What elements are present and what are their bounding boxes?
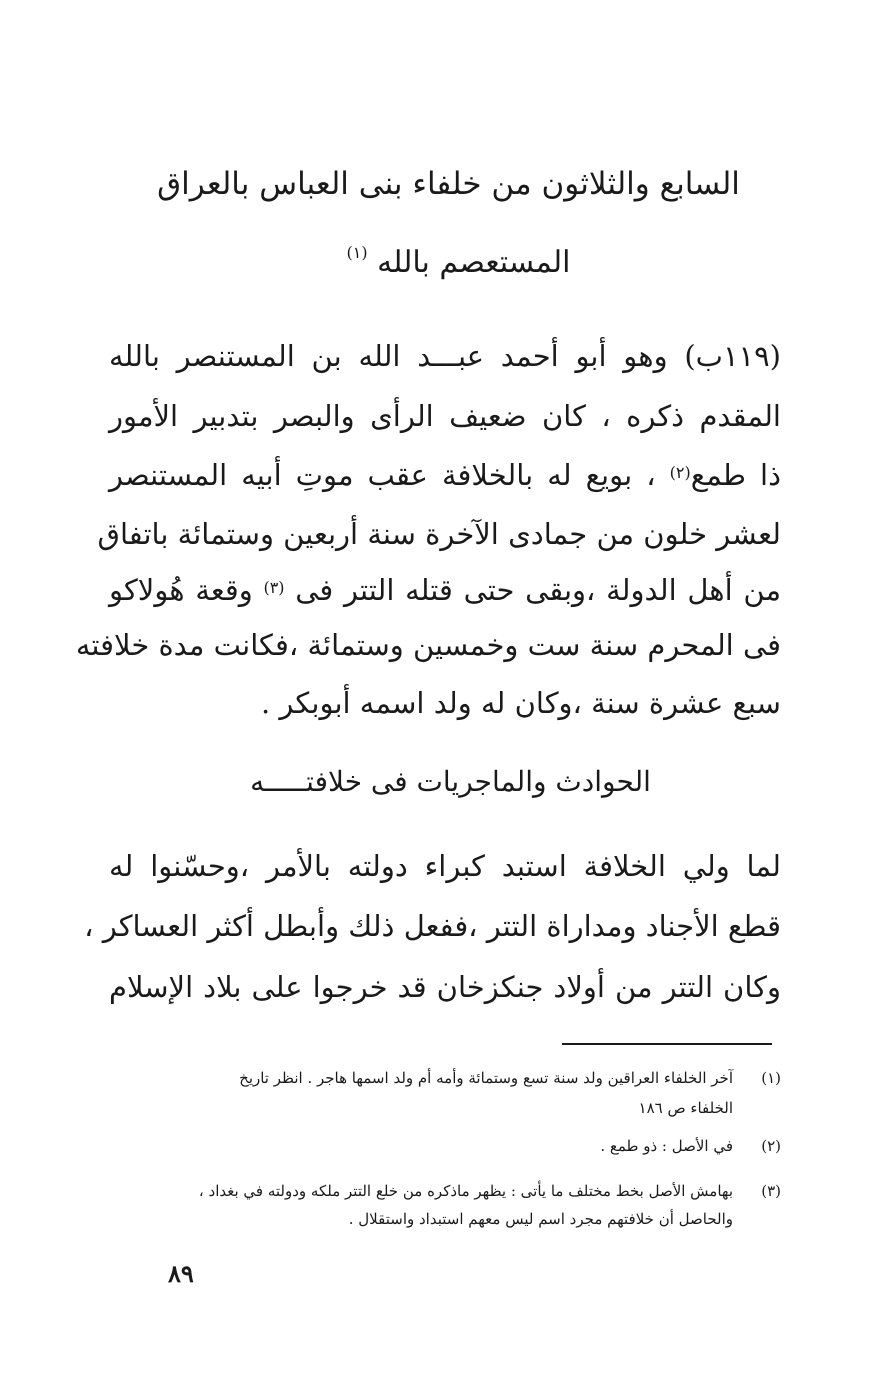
- footnote-text: بهامش الأصل بخط مختلف ما يأتى : يظهر ماذكره من خلع التتر ملكه ودولته في بغداد ،: [198, 1182, 733, 1200]
- paragraph1-line: [109, 570, 781, 610]
- footnote-ref-3: (٣): [263, 578, 285, 597]
- page-number: ٨٩: [168, 1259, 194, 1288]
- paragraph1-line: المقدم ذكره ، كان ضعيف الرأى والبصر بتدبير الأمور: [109, 399, 781, 433]
- paragraph1-line: (١١٩ب) وهو أبو أحمد عبـــد الله بن المستنصر بالله: [109, 339, 781, 373]
- chapter-title: السابع والثلاثون من خلفاء بنى العباس بالعراق: [157, 166, 740, 202]
- paragraph1-line: سبع عشرة سنة ،وكان له ولد اسمه أبوبكر .: [260, 686, 781, 720]
- paragraph1-line: [109, 455, 781, 495]
- footnote-number: (٣): [761, 1182, 781, 1200]
- footnote-number: (٢): [761, 1137, 781, 1155]
- footnote-3-continuation: والحاصل أن خلافتهم مجرد اسم ليس معهم استبداد واستقلال .: [348, 1210, 733, 1228]
- footnote-2: [81, 1135, 781, 1157]
- paragraph1-line-text: ذا طمع: [690, 458, 781, 492]
- footnote-1-continuation: الخلفاء ص ١٨٦: [638, 1099, 733, 1117]
- paragraph1-line: لعشر خلون من جمادى الآخرة سنة أربعين وستمائة باتفاق: [97, 517, 781, 551]
- caliph-name-heading: [22, 245, 873, 280]
- paragraph1-line-text: من أهل الدولة ،وبقى حتى قتله التتر فى: [284, 573, 781, 607]
- paragraph1-line-text: ، بويع له بالخلافة عقب موتِ أبيه المستنصر: [109, 458, 670, 492]
- caliph-name: المستعصم بالله: [377, 245, 571, 280]
- paragraph1-line-text: وقعة هُولاكو: [109, 573, 264, 607]
- paragraph2-line: لما ولي الخلافة استبد كبراء دولته بالأمر ،وحسّنوا له: [109, 849, 781, 883]
- paragraph1-line: فى المحرم سنة ست وخمسين وستمائة ،فكانت مدة خلافته: [75, 628, 781, 662]
- footnote-number: (١): [761, 1069, 781, 1087]
- footnote-ref-2: (٢): [669, 463, 691, 482]
- footnote-3: [81, 1180, 781, 1202]
- footnote-text: في الأصل : ذو طمع .: [600, 1137, 733, 1155]
- paragraph2-line: قطع الأجناد ومداراة التتر ،ففعل ذلك وأبطل أكثر العساكر ،: [84, 909, 781, 943]
- footnote-text: آخر الخلفاء العراقين ولد سنة تسع وستمائة وأمه أم ولد اسمها هاجر . انظر تاريخ: [239, 1069, 733, 1087]
- section-heading: الحوادث والماجريات فى خلافتـــــه: [250, 765, 651, 798]
- footnote-ref-1: (١): [346, 243, 368, 262]
- footnote-separator: [562, 1043, 772, 1045]
- paragraph2-line: وكان التتر من أولاد جنكزخان قد خرجوا على بلاد الإسلام: [109, 970, 781, 1004]
- footnote-1: [81, 1067, 781, 1089]
